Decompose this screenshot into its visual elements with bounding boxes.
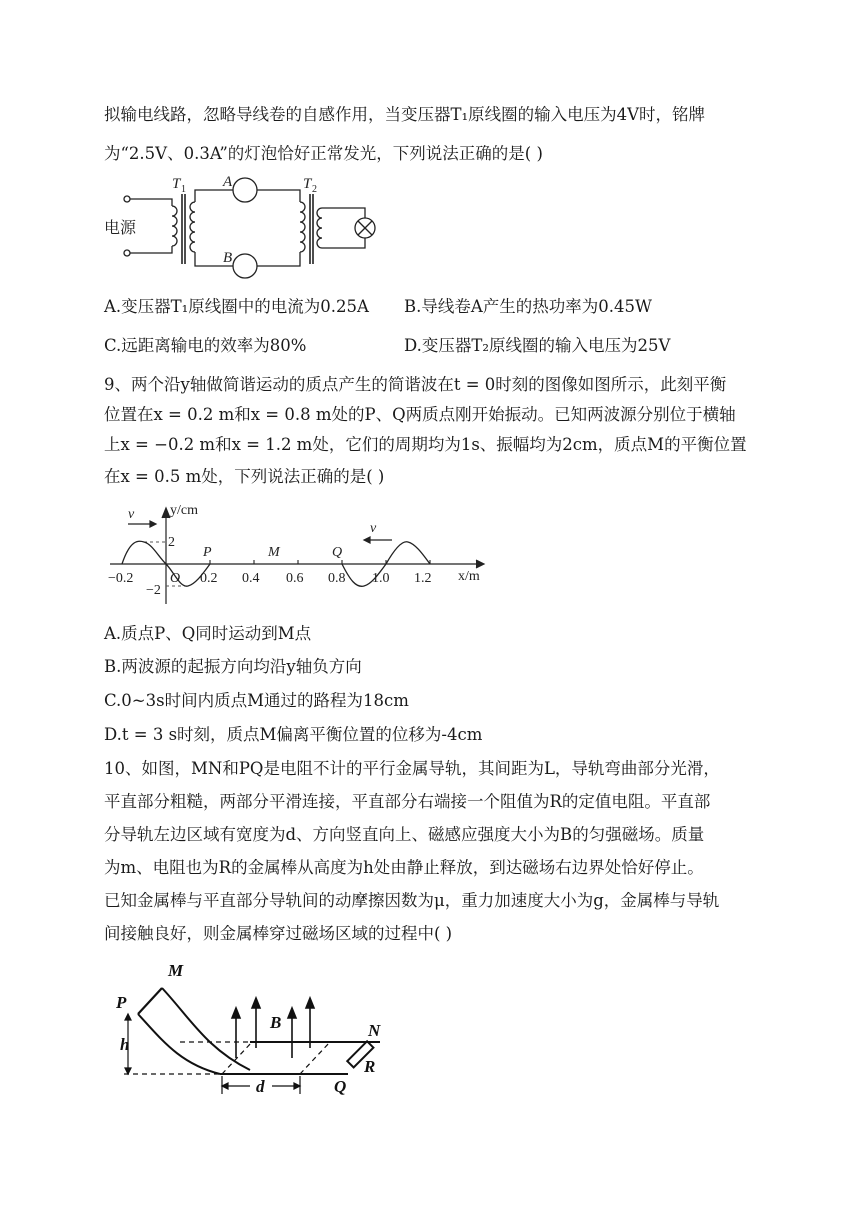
y-tick-2: 2 [168,535,175,550]
x-tick: 1.2 [414,571,432,586]
label-q: Q [334,1077,347,1096]
a-label: A [223,174,233,190]
wave-graph-figure [100,500,500,608]
q9-stem-line-3: 上x = −0.2 m和x = 1.2 m处，它们的周期均为1s、振幅均为2cm，质点M的平衡位置 [104,435,747,454]
q10-stem-line-3: 分导轨左边区域有宽度为d、方向竖直向上、磁感应强度大小为B的匀强磁场。质量 [104,825,705,844]
x-tick: 0.6 [286,571,304,586]
label-p: P [116,993,127,1012]
q10-stem-line-2: 平直部分粗糙，两部分平滑连接，平直部分右端接一个阻值为R的定值电阻。平直部 [104,792,711,811]
q8-option-a: A.变压器T₁原线圈中的电流为0.25A [104,297,369,316]
x-tick: 0.4 [242,571,260,586]
q9-stem-line-4: 在x = 0.5 m处，下列说法正确的是( ) [104,467,385,486]
t1-subscript: 1 [181,184,186,195]
b-label: B [223,250,233,266]
label-n: N [368,1021,381,1040]
q9-option-a: A.质点P、Q同时运动到M点 [104,624,312,643]
v-left-label: v [128,507,135,522]
y-tick-neg2: −2 [146,583,161,598]
t2-subscript: 2 [312,184,317,195]
q9-option-c: C.0~3s时间内质点M通过的路程为18cm [104,691,409,710]
q8-stem-line-1: 拟输电线路，忽略导线卷的自感作用，当变压器T₁原线圈的输入电压为4V时，铭牌 [104,105,706,124]
q10-stem-line-6: 间接触良好，则金属棒穿过磁场区域的过程中( ) [104,924,453,943]
point-q-label: Q [332,545,343,560]
origin-label: O [170,571,181,586]
rail-pq-curve [138,1014,220,1074]
coil-a [233,178,257,202]
t2-secondary-coil [317,208,322,248]
y-axis-label: y/cm [170,503,198,518]
label-h: h [120,1035,130,1054]
q8-option-b: B.导线卷A产生的热功率为0.45W [404,297,652,316]
t1-primary-coil [172,206,177,246]
source-terminal-bottom [124,250,130,256]
t2-label: T [303,176,312,192]
label-d: d [256,1077,265,1096]
q8-stem-line-2: 为“2.5V、0.3A”的灯泡恰好正常发光，下列说法正确的是( ) [104,144,543,163]
t1-label: T [172,176,181,192]
label-r: R [364,1057,376,1076]
point-m-label: M [268,545,280,560]
point-p-label: P [203,545,212,560]
rail-magnetic-field-figure [110,958,400,1098]
label-m: M [168,961,184,980]
coil-b [233,254,257,278]
q9-stem-line-2: 位置在x = 0.2 m和x = 0.8 m处的P、Q两质点刚开始振动。已知两波源分别位于横轴 [104,405,736,424]
t1-secondary-coil [190,202,195,252]
q10-stem-line-4: 为m、电阻也为R的金属棒从高度为h处由静止释放，到达磁场右边界处恰好停止。 [104,858,704,877]
q8-option-c: C.远距离输电的效率为80% [104,336,307,355]
x-tick: 1.0 [372,571,390,586]
x-tick: 0.2 [200,571,218,586]
q8-option-d: D.变压器T₂原线圈的输入电压为25V [404,336,671,355]
x-tick: 0.8 [328,571,346,586]
x-tick: −0.2 [108,571,134,586]
q10-stem-line-5: 已知金属棒与平直部分导轨间的动摩擦因数为μ，重力加速度大小为g，金属棒与导轨 [104,891,720,910]
q9-option-b: B.两波源的起振方向均沿y轴负方向 [104,657,362,676]
t2-primary-coil [300,202,305,252]
q10-stem-line-1: 10、如图，MN和PQ是电阻不计的平行金属导轨，其间距为L，导轨弯曲部分光滑， [104,759,720,778]
transformer-circuit-figure [100,172,390,284]
q9-option-d: D.t = 3 s时刻，质点M偏离平衡位置的位移为-4cm [104,725,483,744]
x-axis-label: x/m [458,569,480,584]
q9-stem-line-1: 9、两个沿y轴做简谐运动的质点产生的简谐波在t = 0时刻的图像如图所示，此刻平衡 [104,375,727,394]
v-right-label: v [370,521,377,536]
source-terminal-top [124,196,130,202]
source-label: 电源 [104,220,137,237]
label-b: B [270,1013,282,1032]
